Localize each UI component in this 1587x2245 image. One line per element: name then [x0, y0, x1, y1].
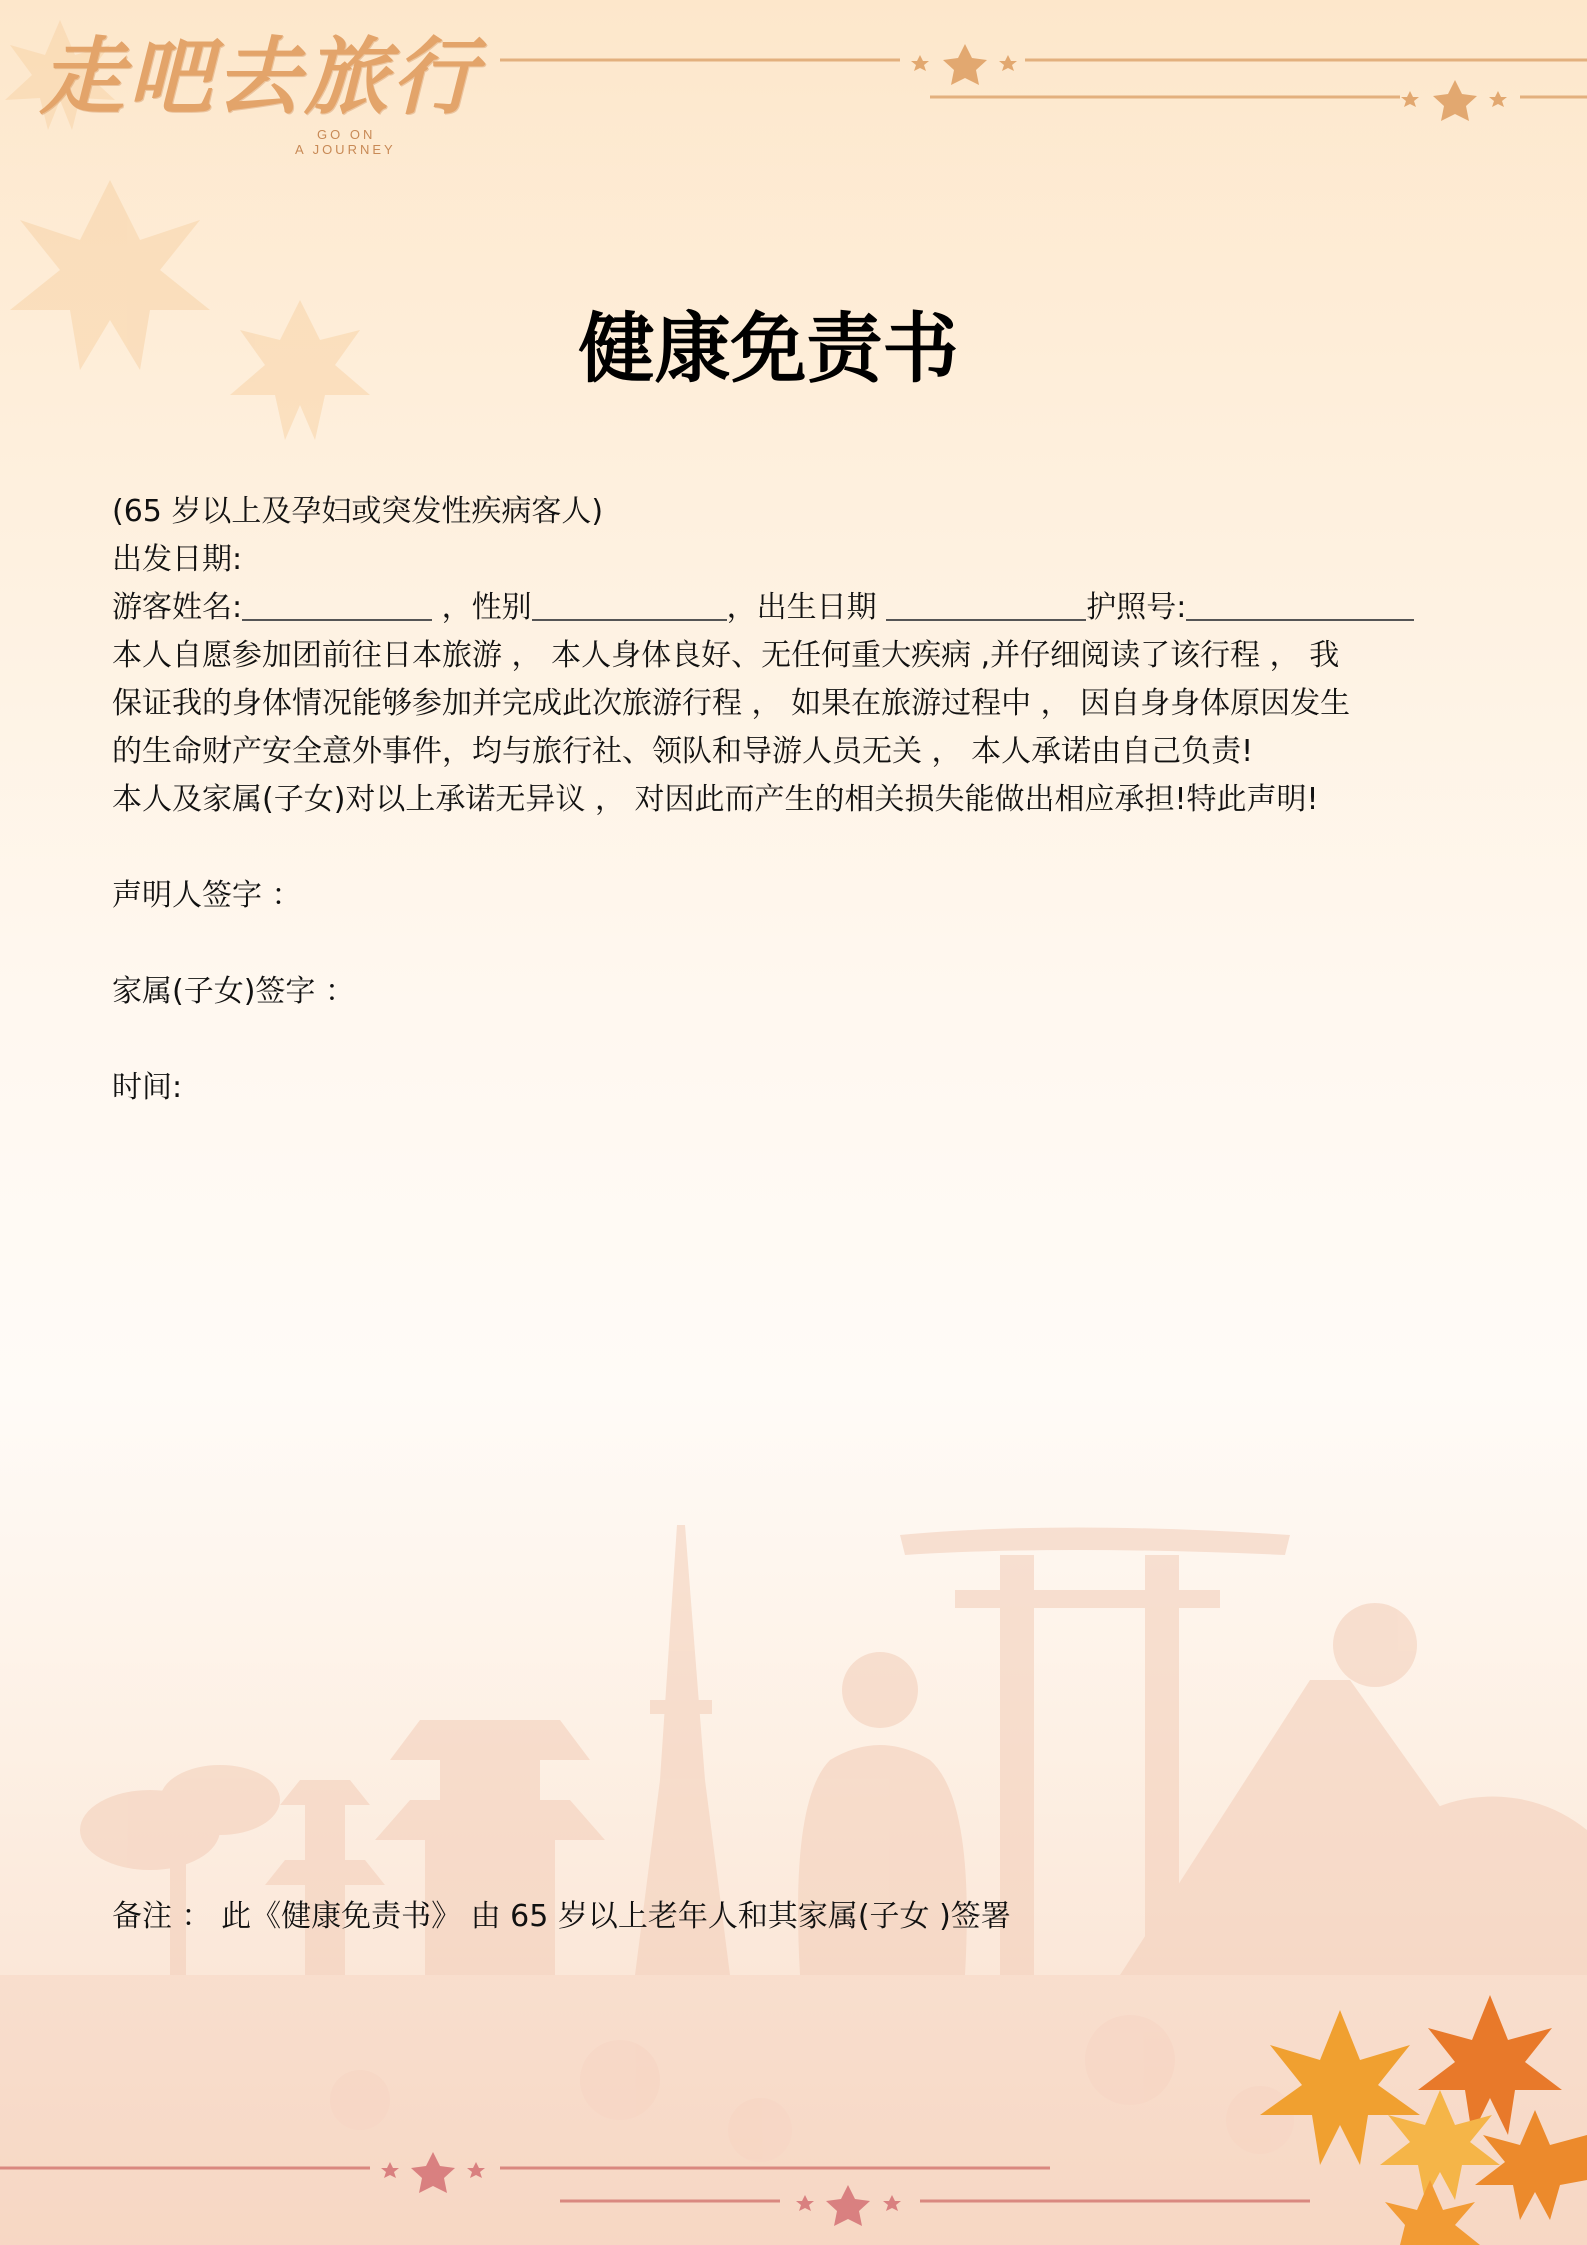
departure-date-label: 出发日期:: [112, 542, 243, 577]
time-label: 时间:: [112, 1070, 183, 1105]
birth-label: ，出生日期: [726, 590, 877, 625]
name-blank: [242, 589, 432, 621]
gender-blank: [532, 589, 727, 621]
gender-label: ，性别: [441, 590, 532, 625]
family-signature-label: 家属(子女)签字 ：: [112, 974, 355, 1009]
footnote: 备注 ： 此《健康免责书》 由 65 岁以上老年人和其家属(子女 )签署: [112, 1899, 1011, 1934]
logo-text: 走吧去旅行: [40, 27, 481, 126]
traveler-info-row: [112, 588, 1414, 628]
document-title: 健康免责书: [578, 304, 959, 393]
birth-date-blank: [886, 589, 1086, 621]
subtitle: (65 岁以上及孕妇或突发性疾病客人): [112, 494, 604, 529]
logo-subtext-1: GO ON: [317, 127, 376, 142]
body-line: 本人及家属(子女)对以上承诺无异议 ， 对因此而产生的相关损失能做出相应承担!特此声明!: [112, 782, 1319, 817]
passport-blank: [1186, 589, 1414, 621]
passport-label: 护照号:: [1086, 590, 1187, 625]
brand-logo: [40, 10, 481, 157]
logo-subtext-2: A JOURNEY: [295, 142, 396, 157]
star-ornament-icon: [911, 44, 1507, 121]
declarant-signature-label: 声明人签字 ：: [112, 878, 302, 913]
body-line: 保证我的身体情况能够参加并完成此次旅游行程 ， 如果在旅游过程中 ， 因自身身体原因发生: [112, 686, 1351, 721]
body-line: 本人自愿参加团前往日本旅游 ， 本人身体良好、无任何重大疾病 ,并仔细阅读了该行程 ， 我: [112, 638, 1340, 673]
top-ornament: [500, 60, 1587, 97]
name-label: 游客姓名:: [112, 590, 243, 625]
body-line: 的生命财产安全意外事件，均与旅行社、领队和导游人员无关 ， 本人承诺由自己负责!: [112, 734, 1254, 769]
